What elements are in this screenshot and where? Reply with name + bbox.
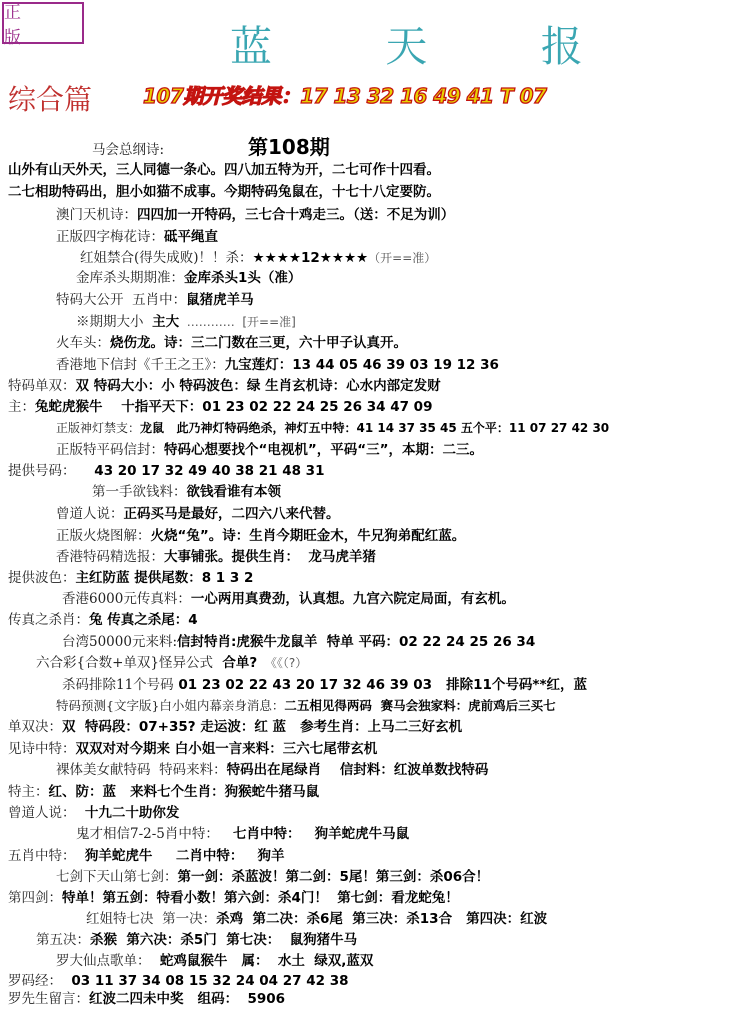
text-line: 金库杀头期期准：金库杀头1头（准） — [76, 270, 302, 286]
text-line: 单双决：双 特码段：07+35? 走运波：红 蓝 参考生肖：上马二三好玄机 — [8, 719, 463, 735]
draw-result-banner: 107期开奖结果：17 13 32 16 49 41 T 07 — [143, 84, 547, 108]
text-line: 香港地下信封《千王之王》：九宝莲灯：13 44 05 46 39 03 19 12 36 — [56, 357, 499, 373]
text-line: ※期期大小 主大 ………… [开==准] — [76, 314, 296, 330]
text-line: 马会总纲诗: — [92, 142, 165, 158]
text-line: 第五决：杀猴 第六决：杀5门 第七决： 鼠狗猪牛马 — [36, 932, 358, 948]
text-line: 罗先生留言：红波二四未中奖 组码： 5906 — [8, 991, 286, 1007]
text-line: 二七相助特码出，胆小如猫不成事。今期特码兔鼠在，十七十八定要防。 — [8, 184, 440, 200]
genuine-stamp: 正 版 — [2, 2, 84, 44]
text-line: 主：兔蛇虎猴牛 十指平天下：01 23 02 22 24 25 26 34 47 09 — [8, 399, 433, 415]
text-line: 特码单双：双 特码大小：小 特码波色：绿 生肖玄机诗：心水内部定发财 — [8, 378, 441, 394]
text-line: 正版火烧图解：火烧“兔”。诗：生肖今期旺金木，牛兄狗弟配红蓝。 — [56, 528, 466, 544]
text-line: 正版神灯禁支：龙鼠 此乃神灯特码绝杀，神灯五中特：41 14 37 35 45 五个平：11 07 27 42 30 — [56, 421, 610, 435]
text-line: 曾道人说： 十九二十助你发 — [8, 805, 180, 821]
text-line: 六合彩{合数+单双}怪异公式 合单? 《《（?） — [36, 655, 308, 671]
text-line: 第四剑：特单！第五剑：特看小数！第六剑：杀4门！ 第七剑：看龙蛇兔！ — [8, 890, 459, 906]
text-line: 曾道人说：正码买马是最好，二四六八来代替。 — [56, 506, 340, 522]
text-line: 正版四字梅花诗：砥平绳直 — [56, 229, 218, 245]
text-line: 香港6000元传真料：一心两用真费劲，认真想。九宫六院定局面，有玄机。 — [62, 591, 515, 607]
text-line: 提供波色：主红防蓝 提供尾数：8 1 3 2 — [8, 570, 254, 586]
text-line: 第一手欲钱料：欲钱看谁有本领 — [92, 484, 281, 500]
text-line: 七剑下天山第七剑：第一剑：杀蓝波！第二剑：5尾！第三剑：杀06合！ — [56, 869, 490, 885]
text-line: 正版特平码信封：特码心想要找个“电视机”，平码“三”，本期：二三。 — [56, 442, 483, 458]
masthead-title: 蓝 天 报 — [230, 22, 633, 71]
text-line: 火车头：烧伤龙。诗：三二门数在三更，六十甲子认真开。 — [56, 335, 407, 351]
text-line: 传真之杀肖：兔 传真之杀尾：4 — [8, 612, 198, 628]
section-title: 综合篇 — [8, 83, 93, 116]
text-line: 见诗中特：双双对对今期来 白小姐一言来料：三六七尾带玄机 — [8, 741, 378, 757]
text-line: 特码大公开 五肖中：鼠猪虎羊马 — [56, 292, 254, 308]
issue-number: 第108期 — [248, 135, 330, 159]
text-line: 红姐禁合(得失成败)！！杀：★★★★12★★★★（开==准） — [80, 250, 437, 266]
text-line: 特主：红、防：蓝 来料七个生肖：狗猴蛇牛猪马鼠 — [8, 784, 320, 800]
text-line: 鬼才相信7-2-5肖中特： 七肖中特： 狗羊蛇虎牛马鼠 — [76, 826, 410, 842]
text-line: 五肖中特： 狗羊蛇虎牛 二肖中特： 狗羊 — [8, 848, 285, 864]
text-line: 罗码经： 03 11 37 34 08 15 32 24 04 27 42 38 — [8, 973, 349, 989]
text-line: 特码预测{文字版}白小姐内幕亲身消息：二五相见得两码 赛马会独家料：虎前鸡后三买七 — [56, 698, 556, 713]
text-line: 红姐特七决 第一决：杀鸡 第二决：杀6尾 第三决：杀13合 第四决：红波 — [86, 911, 548, 927]
text-line: 罗大仙点歌单： 蛇鸡鼠猴牛 属： 水土 绿双,蓝双 — [56, 953, 374, 969]
text-line: 杀码排除11个号码 01 23 02 22 43 20 17 32 46 39 03 排除11个号码**红，蓝 — [62, 677, 588, 693]
text-line: 香港特码精选报：大事铺张。提供生肖： 龙马虎羊猪 — [56, 549, 376, 565]
text-line: 山外有山天外天，三人同德一条心。四八加五特为开，二七可作十四看。 — [8, 162, 440, 178]
text-line: 提供号码： 43 20 17 32 49 40 38 21 48 31 — [8, 463, 325, 479]
text-line: 澳门天机诗：四四加一开特码，三七合十鸡走三。（送：不足为训） — [56, 207, 455, 223]
text-line: 台湾50000元来料:信封特肖:虎猴牛龙鼠羊 特单 平码：02 22 24 25 26 34 — [62, 634, 536, 650]
text-line: 裸体美女献特码 特码来料：特码出在尾绿肖 信封料：红波单数找特码 — [56, 762, 489, 778]
